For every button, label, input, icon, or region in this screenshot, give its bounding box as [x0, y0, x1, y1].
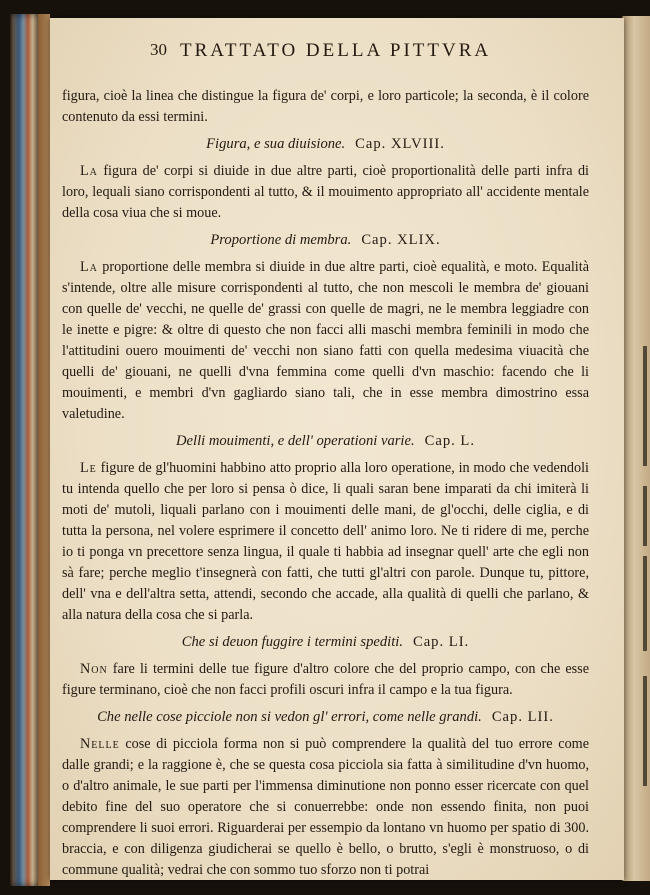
paragraph-text: figura de' corpi si diuide in due altre parti, cioè proportionalità delle parti infra di loro, lequali siano corrispondenti al tutto, & il mouimento appropriato all' accidente mentale della cosa viua che si moue. [62, 163, 589, 221]
paragraph [62, 659, 589, 701]
chapter-heading [62, 431, 589, 452]
paragraph [62, 257, 589, 425]
chapter-title: Figura, e sua diuisione. [206, 136, 346, 152]
folio-number: 30 [150, 40, 167, 59]
paragraph-lead-word: Nelle [80, 736, 120, 752]
chapter-title: Che si deuon fuggire i termini spediti. [181, 634, 403, 650]
page-body [62, 86, 589, 881]
chapter-number: Cap. XLIX. [361, 232, 441, 248]
chapter-number: Cap. XLVIII. [355, 136, 445, 152]
chapter-title: Delli mouimenti, e dell' operationi varie. [176, 433, 415, 449]
binding-edge [38, 14, 50, 886]
chapter-heading [62, 230, 589, 251]
paragraph-lead-word: Non [80, 661, 108, 677]
chapter-number: Cap. LII. [491, 709, 554, 725]
chapter-title: Che nelle cose picciole non si vedon gl' errori, come nelle grandi. [97, 709, 482, 725]
paragraph-lead-word: La [80, 259, 98, 275]
paragraph-text: cose di picciola forma non si può comprendere la qualità del tuo errore come dalle grandi; e la raggione è, che se questa cosa picciola sia fatta à similitudine d'vn huomo, o d'altro animale, le sue parti per l'immensa diminutione non ponno esser ricercate con quel debito fine del suo operatore che si conuerrebbe: onde non essendo finita, non puoi comprendere li suoi errori. Riguarderai per essempio da lontano vn huomo per spatio di 300. braccia, e con diligenza giudicherai se quello è bello, o brutto, s'egli è monstruoso, o di commune qualità; vedrai che con sommo tuo sforzo non ti potrai [62, 736, 589, 878]
chapter-title: Proportione di membra. [210, 232, 352, 248]
chapter-number: Cap. L. [424, 433, 475, 449]
chapter-heading [62, 632, 589, 653]
chapter-heading [62, 707, 589, 728]
paragraph-lead-word: Le [80, 460, 97, 476]
marbled-endpaper [10, 14, 40, 886]
paragraph-text: fare li termini delle tue figure d'altro colore che del proprio campo, con che esse figure terminano, cioè che non facci profili oscuri infra il campo e la tua figura. [62, 661, 589, 698]
facing-page-edge [622, 16, 650, 881]
paragraph [62, 161, 589, 224]
paragraph [62, 734, 589, 881]
paragraph-lead-word: La [80, 163, 98, 179]
paragraph [62, 86, 589, 128]
chapter-heading [62, 134, 589, 155]
paragraph-text: figure de gl'huomini habbino atto proprio alla loro operatione, in modo che vedendoli tu intenda quello che per loro si pensa ò dice, li quali saran bene imparati da chi imiterà li moti de' mutoli, liquali parlano con i mouimenti delle mani, de gl'occhi, delle ciglia, e di tutta la persona, nel volere esprimere il concetto dell' animo loro. Ne ti ridere di me, perche io ti ponga vn precettore senza lingua, il quale ti habbia ad insegnar quell' arte che egli non sà fare; perche meglio t'insegnerà con fatti, che tutti gl'altri con parole. Dunque tu, pittore, dell' vna e dell'altra setta, attendi, secondo che accade, alla qualità di quelli che parlano, & alla natura della cosa che si parla. [62, 460, 589, 623]
paragraph [62, 458, 589, 626]
paragraph-text: proportione delle membra si diuide in due altre parti, cioè equalità, e moto. Equalità s'intende, oltre alle misure corrispondenti al tutto, che non mescoli le membra de' giouani con quelle de' vecchi, ne quelle de' grassi con quelle de magri, ne le membra leggiadre con le inette e pigre: & oltre di questo che non facci alli maschi membra feminili in modo che l'attitudini ouero mouimenti de' vecchi non siano fatti con quella medesima viuacità che quelli de' giouani, ne quelli d'vna femmina come quelli d'vn maschio: facendo che li mouimenti, e membri d'vn gagliardo siano tali, che in esse membra dimostrino essa valetudine. [62, 259, 589, 422]
running-head [150, 40, 510, 62]
running-head-title: TRATTATO DELLA PITTVRA [180, 40, 492, 61]
chapter-number: Cap. LI. [412, 634, 470, 650]
paragraph-text: figura, cioè la linea che distingue la figura de' corpi, e loro particole; la seconda, è il colore contenuto da essi termini. [62, 88, 589, 125]
